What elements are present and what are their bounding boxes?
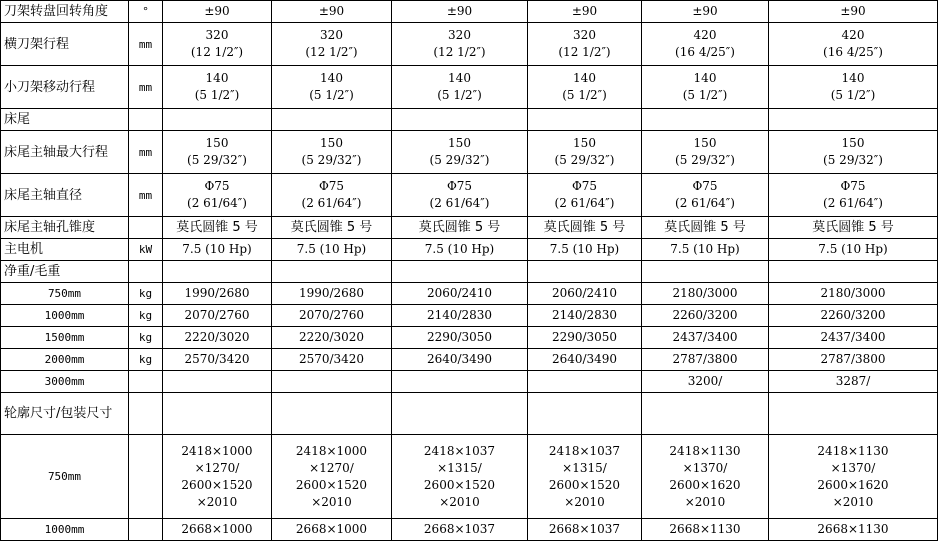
row-unit: mm (129, 66, 163, 109)
cell-line: 150 (841, 136, 865, 150)
spec-cell (642, 393, 769, 435)
spec-cell (163, 349, 272, 371)
cell-line: 2260/3200 (672, 308, 738, 322)
cell-line: (2 61/64″) (187, 196, 247, 210)
spec-cell (642, 66, 769, 109)
spec-cell (642, 239, 769, 261)
spec-cell (392, 261, 528, 283)
cell-line: 140 (320, 71, 343, 85)
spec-cell (392, 109, 528, 131)
cell-line: 2418×1130 (817, 443, 889, 458)
cell-line: 7.5 (10 Hp) (296, 242, 367, 256)
cell-line: 莫氏圆锥 5 号 (176, 220, 258, 235)
spec-cell (769, 435, 938, 519)
cell-line: 3287/ (835, 374, 871, 388)
cell-line: 7.5 (10 Hp) (818, 242, 888, 256)
cell-line: 150 (573, 136, 596, 150)
spec-cell (163, 519, 272, 541)
cell-line: ×1270/ (194, 460, 240, 475)
spec-cell (163, 261, 272, 283)
cell-line: 2220/3020 (184, 330, 250, 344)
spec-cell (272, 217, 392, 239)
spec-cell (769, 131, 938, 174)
cell-line: 2668×1037 (423, 522, 496, 536)
cell-line: 2640/3490 (551, 352, 618, 366)
spec-cell (528, 305, 642, 327)
cell-line: 7.5 (10 Hp) (670, 242, 740, 256)
spec-cell (163, 109, 272, 131)
cell-line: 莫氏圆锥 5 号 (812, 220, 894, 235)
cell-line: 2070/2760 (298, 308, 365, 322)
cell-line: 7.5 (10 Hp) (182, 242, 252, 256)
spec-cell (163, 131, 272, 174)
table-row (1, 66, 938, 109)
row-label: 1500mm (1, 327, 129, 349)
cell-line: ×1315/ (562, 460, 607, 475)
row-unit (129, 261, 163, 283)
spec-cell (642, 519, 769, 541)
cell-line: 2570/3420 (184, 352, 250, 366)
cell-line: 2787/3800 (672, 352, 738, 366)
cell-line: 2640/3490 (426, 352, 493, 366)
cell-line: (5 1/2″) (309, 88, 354, 102)
spec-cell (392, 131, 528, 174)
spec-cell (163, 371, 272, 393)
row-label: 床尾 (1, 109, 129, 131)
spec-cell (769, 217, 938, 239)
cell-line: 320 (448, 28, 471, 42)
spec-cell (528, 23, 642, 66)
cell-line: (12 1/2″) (190, 45, 244, 59)
cell-line: 1990/2680 (184, 286, 250, 300)
cell-line: 7.5 (10 Hp) (424, 242, 495, 256)
spec-cell (642, 109, 769, 131)
spec-cell (272, 327, 392, 349)
spec-cell (528, 239, 642, 261)
cell-line: 2140/2830 (426, 308, 493, 322)
row-label: 750mm (1, 283, 129, 305)
cell-line: 140 (693, 71, 717, 85)
row-label: 1000mm (1, 519, 129, 541)
cell-line: 2668×1130 (817, 522, 889, 536)
row-label: 主电机 (1, 239, 129, 261)
cell-line: ±90 (692, 4, 718, 18)
row-label: 床尾主轴直径 (1, 174, 129, 217)
row-label: 床尾主轴孔锥度 (1, 217, 129, 239)
row-label: 横刀架行程 (1, 23, 129, 66)
spec-cell (392, 371, 528, 393)
cell-line: (12 1/2″) (558, 45, 611, 59)
table-row (1, 349, 938, 371)
spec-cell (769, 393, 938, 435)
row-label: 3000mm (1, 371, 129, 393)
cell-line: ×1370/ (830, 460, 876, 475)
cell-line: 2060/2410 (426, 286, 493, 300)
spec-cell (642, 217, 769, 239)
table-row (1, 283, 938, 305)
cell-line: 2668×1000 (181, 522, 253, 536)
spec-cell (528, 327, 642, 349)
row-label: 小刀架移动行程 (1, 66, 129, 109)
cell-line: 2787/3800 (820, 352, 886, 366)
cell-line: 2600×1520 (181, 477, 253, 492)
spec-cell (272, 261, 392, 283)
spec-cell (392, 217, 528, 239)
spec-cell (272, 435, 392, 519)
table-row (1, 239, 938, 261)
spec-cell (528, 217, 642, 239)
cell-line: 莫氏圆锥 5 号 (418, 220, 501, 235)
cell-line: 3200/ (687, 374, 723, 388)
cell-line: 2600×1520 (295, 477, 368, 492)
spec-cell (769, 23, 938, 66)
spec-cell (272, 1, 392, 23)
spec-cell (528, 131, 642, 174)
cell-line: 2060/2410 (551, 286, 618, 300)
table-row (1, 217, 938, 239)
cell-line: Φ75 (571, 179, 598, 193)
spec-cell (642, 1, 769, 23)
spec-cell (272, 109, 392, 131)
row-label: 750mm (1, 435, 129, 519)
spec-cell (642, 174, 769, 217)
cell-line: (2 61/64″) (823, 196, 883, 210)
spec-cell (272, 239, 392, 261)
spec-cell (528, 519, 642, 541)
spec-cell (163, 174, 272, 217)
spec-cell (642, 349, 769, 371)
spec-cell (769, 305, 938, 327)
cell-line: ±90 (318, 4, 345, 18)
cell-line: ±90 (204, 4, 230, 18)
cell-line: 2437/3400 (672, 330, 738, 344)
spec-cell (272, 66, 392, 109)
cell-line: (5 1/2″) (194, 88, 240, 102)
cell-line: 420 (841, 28, 865, 42)
row-unit: ° (129, 1, 163, 23)
cell-line: (5 1/2″) (437, 88, 482, 102)
cell-line: ×2010 (684, 494, 726, 509)
cell-line: 2180/3000 (820, 286, 886, 300)
cell-line: (5 29/32″) (823, 153, 883, 167)
cell-line: 150 (448, 136, 471, 150)
cell-line: (2 61/64″) (429, 196, 490, 210)
cell-line: 2418×1130 (669, 443, 741, 458)
row-unit (129, 393, 163, 435)
table-row (1, 131, 938, 174)
row-label: 刀架转盘回转角度 (1, 1, 129, 23)
spec-cell (163, 305, 272, 327)
spec-cell (163, 393, 272, 435)
cell-line: 2290/3050 (426, 330, 493, 344)
row-unit: mm (129, 23, 163, 66)
spec-cell (528, 393, 642, 435)
cell-line: 2600×1520 (548, 477, 621, 492)
cell-line: 2668×1037 (548, 522, 621, 536)
spec-cell (642, 131, 769, 174)
row-unit: kg (129, 283, 163, 305)
cell-line: ×2010 (311, 494, 352, 509)
spec-cell (392, 327, 528, 349)
cell-line: 2140/2830 (551, 308, 618, 322)
row-unit (129, 519, 163, 541)
row-unit: kg (129, 327, 163, 349)
spec-cell (528, 1, 642, 23)
table-row (1, 327, 938, 349)
cell-line: (16 4/25″) (675, 45, 735, 59)
table-row (1, 435, 938, 519)
cell-line: Φ75 (204, 179, 230, 193)
spec-cell (392, 283, 528, 305)
cell-line: (5 29/32″) (554, 153, 615, 167)
table-row (1, 23, 938, 66)
spec-cell (392, 174, 528, 217)
row-label: 净重/毛重 (1, 261, 129, 283)
row-label: 床尾主轴最大行程 (1, 131, 129, 174)
cell-line: 2260/3200 (820, 308, 886, 322)
spec-cell (769, 261, 938, 283)
spec-cell (272, 349, 392, 371)
spec-cell (163, 239, 272, 261)
cell-line: 2668×1000 (295, 522, 368, 536)
spec-cell (163, 217, 272, 239)
spec-cell (272, 23, 392, 66)
cell-line: ×2010 (196, 494, 238, 509)
spec-cell (528, 371, 642, 393)
cell-line: 7.5 (10 Hp) (549, 242, 620, 256)
cell-line: Φ75 (840, 179, 866, 193)
cell-line: 150 (693, 136, 717, 150)
cell-line: 2600×1520 (423, 477, 496, 492)
spec-cell (769, 109, 938, 131)
cell-line: ×2010 (832, 494, 874, 509)
cell-line: (5 29/32″) (187, 153, 247, 167)
row-unit (129, 217, 163, 239)
cell-line: 140 (841, 71, 865, 85)
table-row (1, 261, 938, 283)
spec-cell (272, 283, 392, 305)
cell-line: 150 (320, 136, 343, 150)
row-unit: kg (129, 349, 163, 371)
cell-line: Φ75 (318, 179, 345, 193)
cell-line: 2418×1000 (295, 443, 368, 458)
table-row (1, 371, 938, 393)
spec-cell (392, 66, 528, 109)
spec-cell (769, 327, 938, 349)
cell-line: 1990/2680 (298, 286, 365, 300)
cell-line: 320 (320, 28, 343, 42)
cell-line: 莫氏圆锥 5 号 (543, 220, 626, 235)
spec-cell (528, 349, 642, 371)
spec-cell (392, 393, 528, 435)
cell-line: (5 1/2″) (682, 88, 728, 102)
cell-line: 140 (448, 71, 471, 85)
row-unit (129, 435, 163, 519)
spec-cell (392, 349, 528, 371)
cell-line: (12 1/2″) (305, 45, 358, 59)
cell-line: (5 29/32″) (429, 153, 490, 167)
spec-cell (163, 435, 272, 519)
spec-cell (642, 23, 769, 66)
table-row (1, 519, 938, 541)
spec-cell (769, 174, 938, 217)
spec-cell (163, 1, 272, 23)
cell-line: 2668×1130 (669, 522, 741, 536)
cell-line: 420 (693, 28, 717, 42)
spec-cell (392, 239, 528, 261)
cell-line: 莫氏圆锥 5 号 (290, 220, 373, 235)
cell-line: 2600×1620 (817, 477, 889, 492)
spec-cell (392, 1, 528, 23)
spec-cell (272, 393, 392, 435)
row-unit: mm (129, 174, 163, 217)
table-row (1, 174, 938, 217)
cell-line: 2180/3000 (672, 286, 738, 300)
cell-line: 2437/3400 (820, 330, 886, 344)
spec-cell (392, 23, 528, 66)
cell-line: Φ75 (446, 179, 473, 193)
spec-cell (642, 327, 769, 349)
row-unit (129, 371, 163, 393)
cell-line: ×1315/ (437, 460, 482, 475)
cell-line: ±90 (840, 4, 866, 18)
table-row (1, 1, 938, 23)
cell-line: 2418×1037 (548, 443, 621, 458)
spec-cell (642, 435, 769, 519)
spec-cell (392, 435, 528, 519)
cell-line: 2220/3020 (298, 330, 365, 344)
spec-cell (272, 371, 392, 393)
row-unit: kg (129, 305, 163, 327)
cell-line: 2570/3420 (298, 352, 365, 366)
cell-line: (16 4/25″) (823, 45, 883, 59)
cell-line: 2418×1000 (181, 443, 253, 458)
cell-line: (2 61/64″) (301, 196, 362, 210)
cell-line: (5 29/32″) (301, 153, 362, 167)
spec-cell (272, 174, 392, 217)
spec-cell (769, 239, 938, 261)
cell-line: ×2010 (564, 494, 605, 509)
spec-cell (272, 131, 392, 174)
cell-line: 140 (573, 71, 596, 85)
row-label: 轮廓尺寸/包装尺寸 (1, 393, 129, 435)
spec-cell (642, 371, 769, 393)
row-unit: mm (129, 131, 163, 174)
row-unit: kW (129, 239, 163, 261)
cell-line: 2070/2760 (184, 308, 250, 322)
cell-line: (2 61/64″) (675, 196, 735, 210)
cell-line: 320 (573, 28, 596, 42)
cell-line: 150 (205, 136, 229, 150)
cell-line: (5 1/2″) (830, 88, 876, 102)
cell-line: (12 1/2″) (433, 45, 486, 59)
cell-line: 莫氏圆锥 5 号 (664, 220, 746, 235)
cell-line: 2600×1620 (669, 477, 741, 492)
table-row (1, 393, 938, 435)
cell-line: ×1370/ (682, 460, 728, 475)
row-label: 2000mm (1, 349, 129, 371)
spec-cell (163, 66, 272, 109)
spec-cell (528, 174, 642, 217)
cell-line: ±90 (446, 4, 473, 18)
spec-cell (769, 371, 938, 393)
spec-cell (272, 519, 392, 541)
spec-cell (163, 327, 272, 349)
cell-line: ±90 (571, 4, 598, 18)
spec-cell (769, 66, 938, 109)
spec-cell (642, 283, 769, 305)
cell-line: ×1270/ (309, 460, 354, 475)
cell-line: 320 (205, 28, 229, 42)
cell-line: (5 1/2″) (562, 88, 607, 102)
row-label: 1000mm (1, 305, 129, 327)
row-unit (129, 109, 163, 131)
cell-line: Φ75 (692, 179, 718, 193)
spec-cell (769, 283, 938, 305)
spec-cell (528, 261, 642, 283)
spec-cell (642, 305, 769, 327)
cell-line: 140 (205, 71, 229, 85)
spec-cell (528, 109, 642, 131)
cell-line: (2 61/64″) (554, 196, 615, 210)
spec-cell (163, 283, 272, 305)
spec-cell (392, 519, 528, 541)
spec-cell (528, 283, 642, 305)
spec-cell (769, 519, 938, 541)
spec-cell (769, 1, 938, 23)
spec-cell (642, 261, 769, 283)
cell-line: 2290/3050 (551, 330, 618, 344)
cell-line: ×2010 (439, 494, 480, 509)
spec-cell (528, 66, 642, 109)
spec-cell (769, 349, 938, 371)
spec-cell (392, 305, 528, 327)
spec-cell (272, 305, 392, 327)
cell-line: (5 29/32″) (675, 153, 735, 167)
table-row (1, 305, 938, 327)
spec-cell (163, 23, 272, 66)
spec-cell (528, 435, 642, 519)
table-row (1, 109, 938, 131)
cell-line: 2418×1037 (423, 443, 496, 458)
